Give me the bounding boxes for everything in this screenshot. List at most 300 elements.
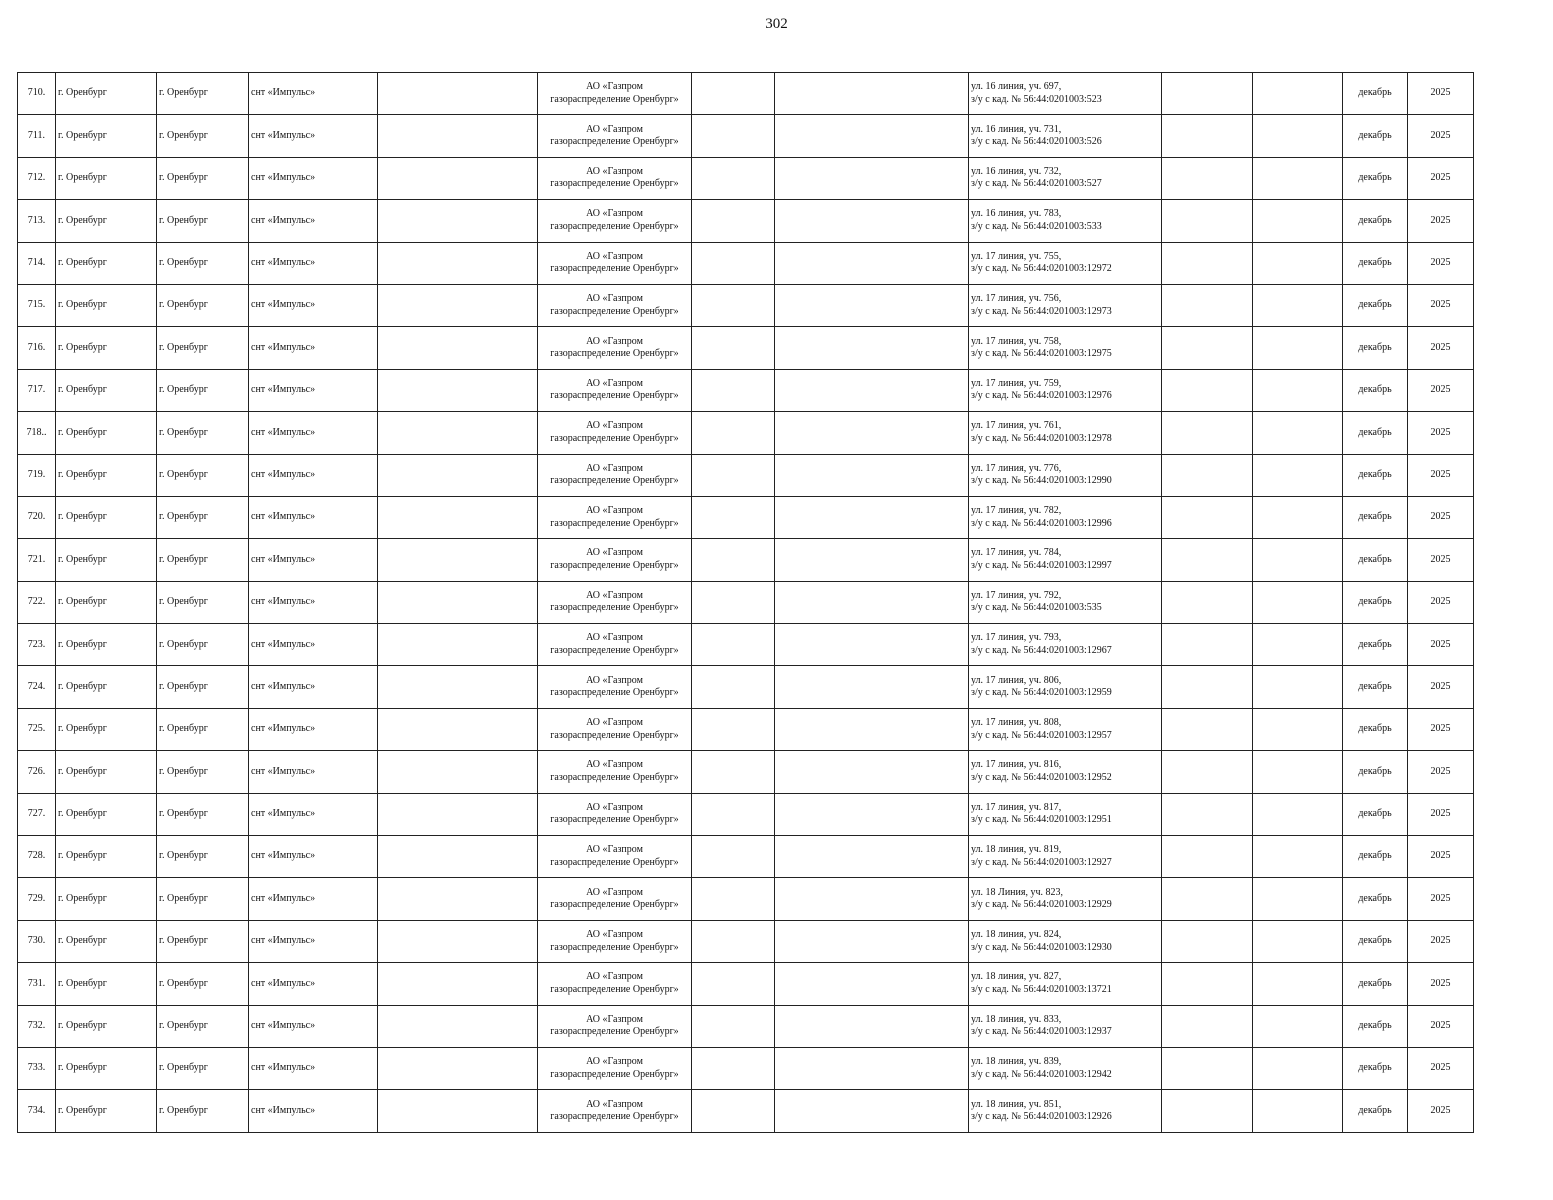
empty-cell (1162, 963, 1253, 1005)
empty-cell (692, 666, 775, 708)
empty-cell (1253, 369, 1343, 411)
address-line-1: ул. 17 линия, уч. 808, (971, 717, 1062, 729)
empty-cell (1253, 920, 1343, 962)
organization-line-1: АО «Газпром (586, 250, 643, 262)
address-cell (969, 963, 1162, 1005)
empty-cell (692, 1005, 775, 1047)
table-row (18, 1005, 1474, 1047)
page-number: 302 (765, 16, 788, 32)
empty-cell (692, 581, 775, 623)
table-row (18, 581, 1474, 623)
month-cell: декабрь (1343, 1047, 1408, 1089)
address-cell (969, 793, 1162, 835)
year-cell: 2025 (1408, 454, 1474, 496)
organization-line-1: АО «Газпром (586, 462, 643, 474)
row-number-cell: 711. (18, 115, 56, 157)
empty-cell (1162, 793, 1253, 835)
empty-cell (1162, 242, 1253, 284)
organization-line-1: АО «Газпром (586, 674, 643, 686)
row-number-cell: 720. (18, 496, 56, 538)
settlement-cell: г. Оренбург (56, 496, 157, 538)
empty-cell (1162, 751, 1253, 793)
settlement-cell: г. Оренбург (56, 751, 157, 793)
month-cell: декабрь (1343, 496, 1408, 538)
empty-cell (1162, 1090, 1253, 1132)
empty-cell (775, 115, 969, 157)
row-number-cell: 719. (18, 454, 56, 496)
empty-cell (775, 327, 969, 369)
month-cell: декабрь (1343, 963, 1408, 1005)
locality-cell: г. Оренбург (157, 369, 249, 411)
empty-cell (1253, 878, 1343, 920)
table-row (18, 793, 1474, 835)
address-line-2: з/у с кад. № 56:44:0201003:12997 (971, 559, 1112, 571)
empty-cell (775, 1005, 969, 1047)
address-cell (969, 284, 1162, 326)
row-number-cell: 732. (18, 1005, 56, 1047)
month-cell: декабрь (1343, 412, 1408, 454)
address-line-2: з/у с кад. № 56:44:0201003:12926 (971, 1111, 1112, 1123)
organization-line-1: АО «Газпром (586, 971, 643, 983)
settlement-cell: г. Оренбург (56, 920, 157, 962)
empty-cell (1253, 1047, 1343, 1089)
empty-cell (378, 496, 538, 538)
locality-cell: г. Оренбург (157, 327, 249, 369)
empty-cell (1253, 242, 1343, 284)
address-line-2: з/у с кад. № 56:44:0201003:12959 (971, 687, 1112, 699)
empty-cell (378, 666, 538, 708)
empty-cell (692, 836, 775, 878)
row-number-cell: 728. (18, 836, 56, 878)
month-cell: декабрь (1343, 242, 1408, 284)
locality-cell: г. Оренбург (157, 1047, 249, 1089)
settlement-cell: г. Оренбург (56, 878, 157, 920)
address-cell (969, 327, 1162, 369)
empty-cell (1162, 1047, 1253, 1089)
empty-cell (1253, 284, 1343, 326)
month-cell: декабрь (1343, 369, 1408, 411)
organization-line-1: АО «Газпром (586, 589, 643, 601)
address-cell (969, 157, 1162, 199)
month-cell: декабрь (1343, 751, 1408, 793)
month-cell: декабрь (1343, 920, 1408, 962)
settlement-cell: г. Оренбург (56, 115, 157, 157)
address-cell (969, 1047, 1162, 1089)
row-number-cell: 715. (18, 284, 56, 326)
table-row (18, 836, 1474, 878)
settlement-cell: г. Оренбург (56, 539, 157, 581)
year-cell: 2025 (1408, 115, 1474, 157)
organization-line-2: газораспределение Оренбург» (550, 814, 679, 826)
row-number-cell: 722. (18, 581, 56, 623)
organization-line-1: АО «Газпром (586, 1056, 643, 1068)
empty-cell (378, 793, 538, 835)
locality-cell: г. Оренбург (157, 793, 249, 835)
settlement-cell: г. Оренбург (56, 1005, 157, 1047)
locality-cell: г. Оренбург (157, 666, 249, 708)
organization-line-2: газораспределение Оренбург» (550, 941, 679, 953)
empty-cell (378, 1047, 538, 1089)
year-cell: 2025 (1408, 581, 1474, 623)
organization-line-1: АО «Газпром (586, 759, 643, 771)
locality-cell: г. Оренбург (157, 157, 249, 199)
row-number-cell: 725. (18, 708, 56, 750)
address-cell (969, 708, 1162, 750)
address-line-2: з/у с кад. № 56:44:0201003:12930 (971, 941, 1112, 953)
row-number-cell: 726. (18, 751, 56, 793)
address-cell (969, 200, 1162, 242)
year-cell: 2025 (1408, 666, 1474, 708)
address-cell (969, 878, 1162, 920)
empty-cell (1162, 327, 1253, 369)
month-cell: декабрь (1343, 836, 1408, 878)
year-cell: 2025 (1408, 963, 1474, 1005)
address-cell (969, 751, 1162, 793)
empty-cell (692, 242, 775, 284)
empty-cell (1253, 624, 1343, 666)
empty-cell (775, 624, 969, 666)
snt-cell: снт «Импульс» (249, 369, 378, 411)
settlement-cell: г. Оренбург (56, 1047, 157, 1089)
month-cell: декабрь (1343, 1090, 1408, 1132)
snt-cell: снт «Импульс» (249, 412, 378, 454)
empty-cell (1162, 157, 1253, 199)
snt-cell: снт «Импульс» (249, 708, 378, 750)
empty-cell (692, 200, 775, 242)
empty-cell (692, 73, 775, 115)
locality-cell: г. Оренбург (157, 920, 249, 962)
organization-cell (538, 454, 692, 496)
empty-cell (775, 242, 969, 284)
empty-cell (1162, 1005, 1253, 1047)
empty-cell (692, 624, 775, 666)
organization-cell (538, 581, 692, 623)
address-line-1: ул. 17 линия, уч. 782, (971, 505, 1062, 517)
empty-cell (1253, 836, 1343, 878)
address-line-1: ул. 18 линия, уч. 851, (971, 1098, 1062, 1110)
empty-cell (775, 751, 969, 793)
empty-cell (1162, 836, 1253, 878)
row-number-cell: 717. (18, 369, 56, 411)
settlement-cell: г. Оренбург (56, 369, 157, 411)
empty-cell (378, 1090, 538, 1132)
organization-cell (538, 496, 692, 538)
empty-cell (378, 751, 538, 793)
year-cell: 2025 (1408, 836, 1474, 878)
organization-line-1: АО «Газпром (586, 377, 643, 389)
organization-cell (538, 115, 692, 157)
address-line-2: з/у с кад. № 56:44:0201003:12973 (971, 305, 1112, 317)
empty-cell (775, 200, 969, 242)
empty-cell (775, 920, 969, 962)
organization-line-1: АО «Газпром (586, 1013, 643, 1025)
empty-cell (775, 1047, 969, 1089)
snt-cell: снт «Импульс» (249, 1090, 378, 1132)
snt-cell: снт «Импульс» (249, 751, 378, 793)
empty-cell (775, 496, 969, 538)
empty-cell (1253, 496, 1343, 538)
organization-line-1: АО «Газпром (586, 929, 643, 940)
address-cell (969, 496, 1162, 538)
empty-cell (378, 836, 538, 878)
settlement-cell: г. Оренбург (56, 73, 157, 115)
address-line-2: з/у с кад. № 56:44:0201003:12957 (971, 729, 1112, 741)
empty-cell (775, 412, 969, 454)
empty-cell (1162, 666, 1253, 708)
year-cell: 2025 (1408, 369, 1474, 411)
locality-cell: г. Оренбург (157, 624, 249, 666)
empty-cell (775, 666, 969, 708)
empty-cell (378, 284, 538, 326)
table-row (18, 496, 1474, 538)
address-line-1: ул. 18 линия, уч. 839, (971, 1056, 1062, 1068)
address-line-1: ул. 18 линия, уч. 824, (971, 929, 1062, 940)
empty-cell (378, 115, 538, 157)
organization-line-2: газораспределение Оренбург» (550, 729, 679, 741)
organization-line-2: газораспределение Оренбург» (550, 432, 679, 444)
snt-cell: снт «Импульс» (249, 1047, 378, 1089)
address-cell (969, 369, 1162, 411)
organization-line-2: газораспределение Оренбург» (550, 475, 679, 487)
address-cell (969, 836, 1162, 878)
empty-cell (692, 539, 775, 581)
empty-cell (1162, 73, 1253, 115)
address-line-2: з/у с кад. № 56:44:0201003:523 (971, 93, 1102, 105)
empty-cell (1162, 581, 1253, 623)
locality-cell: г. Оренбург (157, 708, 249, 750)
organization-cell (538, 412, 692, 454)
empty-cell (378, 454, 538, 496)
organization-cell (538, 157, 692, 199)
empty-cell (378, 708, 538, 750)
empty-cell (1162, 412, 1253, 454)
month-cell: декабрь (1343, 73, 1408, 115)
empty-cell (775, 157, 969, 199)
year-cell: 2025 (1408, 496, 1474, 538)
row-number-cell: 721. (18, 539, 56, 581)
row-number-cell: 729. (18, 878, 56, 920)
organization-cell (538, 327, 692, 369)
address-line-2: з/у с кад. № 56:44:0201003:12967 (971, 644, 1112, 656)
address-line-1: ул. 17 линия, уч. 817, (971, 801, 1062, 813)
organization-line-2: газораспределение Оренбург» (550, 644, 679, 656)
empty-cell (775, 581, 969, 623)
address-line-1: ул. 17 линия, уч. 806, (971, 674, 1062, 686)
address-cell (969, 624, 1162, 666)
table-row (18, 624, 1474, 666)
locality-cell: г. Оренбург (157, 200, 249, 242)
address-line-2: з/у с кад. № 56:44:0201003:12952 (971, 771, 1112, 783)
organization-line-1: АО «Газпром (586, 1098, 643, 1110)
address-line-1: ул. 17 линия, уч. 816, (971, 759, 1062, 771)
empty-cell (1253, 200, 1343, 242)
row-number-cell: 727. (18, 793, 56, 835)
snt-cell: снт «Импульс» (249, 878, 378, 920)
empty-cell (378, 369, 538, 411)
organization-cell (538, 836, 692, 878)
empty-cell (692, 751, 775, 793)
snt-cell: снт «Импульс» (249, 963, 378, 1005)
organization-cell (538, 878, 692, 920)
address-line-2: з/у с кад. № 56:44:0201003:12937 (971, 1026, 1112, 1038)
table-row (18, 708, 1474, 750)
year-cell: 2025 (1408, 1047, 1474, 1089)
table-row (18, 327, 1474, 369)
empty-cell (692, 793, 775, 835)
organization-line-2: газораспределение Оренбург» (550, 559, 679, 571)
year-cell: 2025 (1408, 1090, 1474, 1132)
organization-line-1: АО «Газпром (586, 420, 643, 432)
locality-cell: г. Оренбург (157, 751, 249, 793)
month-cell: декабрь (1343, 327, 1408, 369)
empty-cell (1162, 624, 1253, 666)
locality-cell: г. Оренбург (157, 284, 249, 326)
empty-cell (1162, 878, 1253, 920)
organization-line-2: газораспределение Оренбург» (550, 1026, 679, 1038)
organization-line-2: газораспределение Оренбург» (550, 348, 679, 360)
year-cell: 2025 (1408, 624, 1474, 666)
address-line-2: з/у с кад. № 56:44:0201003:535 (971, 602, 1102, 614)
address-line-1: ул. 17 линия, уч. 755, (971, 250, 1062, 262)
empty-cell (378, 920, 538, 962)
year-cell: 2025 (1408, 412, 1474, 454)
address-line-1: ул. 18 линия, уч. 819, (971, 844, 1062, 856)
year-cell: 2025 (1408, 242, 1474, 284)
address-line-1: ул. 17 линия, уч. 759, (971, 377, 1062, 389)
organization-line-1: АО «Газпром (586, 547, 643, 559)
settlement-cell: г. Оренбург (56, 836, 157, 878)
table-row (18, 242, 1474, 284)
row-number-cell: 723. (18, 624, 56, 666)
settlement-cell: г. Оренбург (56, 200, 157, 242)
address-line-1: ул. 18 Линия, уч. 823, (971, 886, 1064, 898)
organization-cell (538, 284, 692, 326)
organization-line-1: АО «Газпром (586, 293, 643, 305)
organization-line-2: газораспределение Оренбург» (550, 1111, 679, 1123)
empty-cell (775, 963, 969, 1005)
year-cell: 2025 (1408, 284, 1474, 326)
empty-cell (378, 327, 538, 369)
month-cell: декабрь (1343, 284, 1408, 326)
organization-line-2: газораспределение Оренбург» (550, 602, 679, 614)
snt-cell: снт «Импульс» (249, 1005, 378, 1047)
address-cell (969, 920, 1162, 962)
locality-cell: г. Оренбург (157, 454, 249, 496)
row-number-cell: 716. (18, 327, 56, 369)
table-row (18, 539, 1474, 581)
address-line-2: з/у с кад. № 56:44:0201003:526 (971, 136, 1102, 148)
table-row (18, 920, 1474, 962)
organization-line-2: газораспределение Оренбург» (550, 220, 679, 232)
row-number-cell: 712. (18, 157, 56, 199)
empty-cell (1253, 963, 1343, 1005)
address-line-1: ул. 17 линия, уч. 756, (971, 293, 1062, 305)
address-line-2: з/у с кад. № 56:44:0201003:12942 (971, 1068, 1112, 1080)
address-line-1: ул. 16 линия, уч. 731, (971, 123, 1062, 135)
organization-line-1: АО «Газпром (586, 886, 643, 898)
settlement-cell: г. Оренбург (56, 581, 157, 623)
table-row (18, 963, 1474, 1005)
snt-cell: снт «Импульс» (249, 115, 378, 157)
settlement-cell: г. Оренбург (56, 963, 157, 1005)
table-row (18, 115, 1474, 157)
address-cell (969, 1090, 1162, 1132)
empty-cell (692, 920, 775, 962)
locality-cell: г. Оренбург (157, 963, 249, 1005)
empty-cell (378, 624, 538, 666)
locality-cell: г. Оренбург (157, 581, 249, 623)
organization-line-2: газораспределение Оренбург» (550, 93, 679, 105)
empty-cell (692, 115, 775, 157)
month-cell: декабрь (1343, 624, 1408, 666)
address-cell (969, 73, 1162, 115)
year-cell: 2025 (1408, 708, 1474, 750)
year-cell: 2025 (1408, 539, 1474, 581)
empty-cell (1162, 284, 1253, 326)
empty-cell (378, 878, 538, 920)
organization-line-1: АО «Газпром (586, 123, 643, 135)
table-row (18, 1047, 1474, 1089)
month-cell: декабрь (1343, 666, 1408, 708)
month-cell: декабрь (1343, 115, 1408, 157)
empty-cell (1253, 454, 1343, 496)
locality-cell: г. Оренбург (157, 412, 249, 454)
address-cell (969, 412, 1162, 454)
organization-line-2: газораспределение Оренбург» (550, 136, 679, 148)
empty-cell (692, 496, 775, 538)
address-line-1: ул. 18 линия, уч. 833, (971, 1013, 1062, 1025)
settlement-cell: г. Оренбург (56, 624, 157, 666)
locality-cell: г. Оренбург (157, 539, 249, 581)
table-body (18, 73, 1474, 1133)
empty-cell (1162, 200, 1253, 242)
empty-cell (1253, 793, 1343, 835)
organization-line-2: газораспределение Оренбург» (550, 263, 679, 275)
snt-cell: снт «Импульс» (249, 666, 378, 708)
empty-cell (775, 708, 969, 750)
settlement-cell: г. Оренбург (56, 157, 157, 199)
empty-cell (1253, 327, 1343, 369)
empty-cell (692, 708, 775, 750)
table-row (18, 454, 1474, 496)
empty-cell (775, 1090, 969, 1132)
locality-cell: г. Оренбург (157, 73, 249, 115)
empty-cell (378, 242, 538, 284)
empty-cell (775, 878, 969, 920)
row-number-cell: 730. (18, 920, 56, 962)
snt-cell: снт «Импульс» (249, 920, 378, 962)
empty-cell (692, 412, 775, 454)
address-line-2: з/у с кад. № 56:44:0201003:12976 (971, 390, 1112, 402)
address-line-2: з/у с кад. № 56:44:0201003:12929 (971, 899, 1112, 911)
month-cell: декабрь (1343, 708, 1408, 750)
empty-cell (692, 963, 775, 1005)
address-line-2: з/у с кад. № 56:44:0201003:12996 (971, 517, 1112, 529)
empty-cell (378, 200, 538, 242)
address-line-1: ул. 18 линия, уч. 827, (971, 971, 1062, 983)
empty-cell (1253, 412, 1343, 454)
year-cell: 2025 (1408, 751, 1474, 793)
empty-cell (1253, 666, 1343, 708)
empty-cell (378, 539, 538, 581)
row-number-cell: 733. (18, 1047, 56, 1089)
organization-cell (538, 200, 692, 242)
organization-cell (538, 73, 692, 115)
month-cell: декабрь (1343, 454, 1408, 496)
organization-line-1: АО «Газпром (586, 335, 643, 347)
organization-line-1: АО «Газпром (586, 165, 643, 177)
snt-cell: снт «Импульс» (249, 200, 378, 242)
